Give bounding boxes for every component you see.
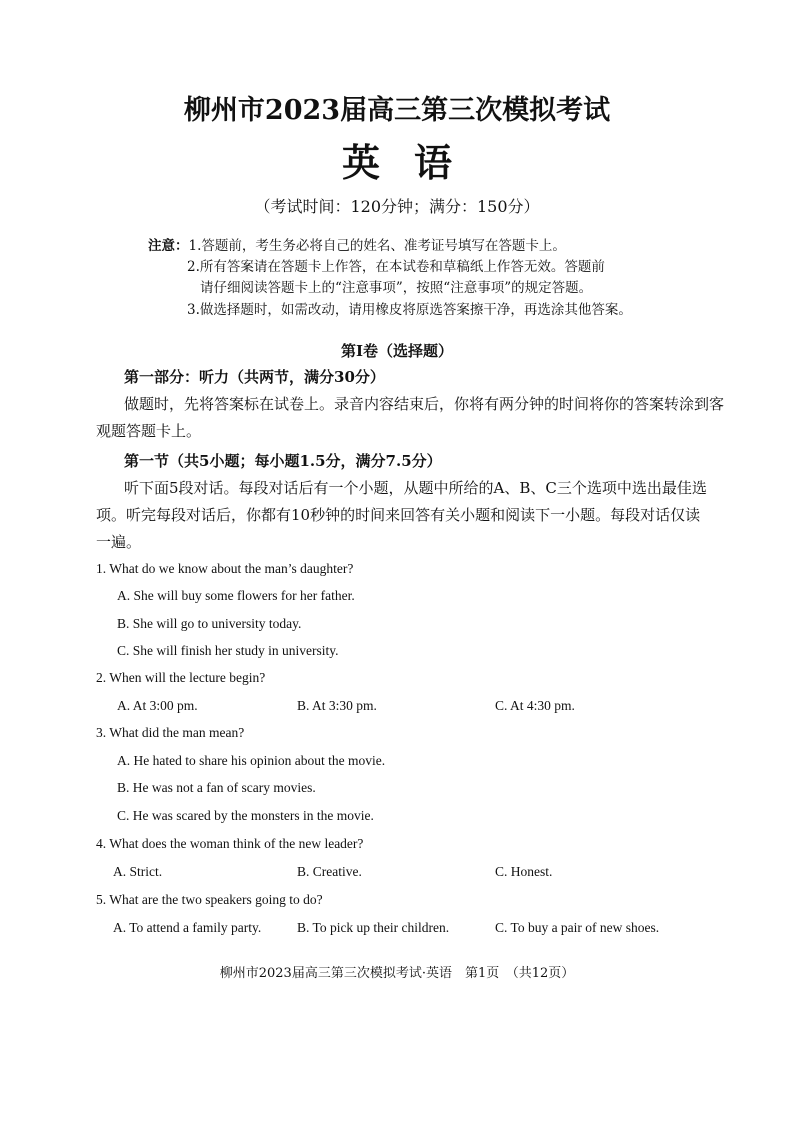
notice-label: 注意： xyxy=(148,238,189,254)
question-4-option-c: C. Honest. xyxy=(495,864,553,879)
part1-title: 第一部分：听力（共两节，满分30分） xyxy=(124,368,385,386)
question-5-stem: 5. What are the two speakers going to do? xyxy=(96,892,323,907)
notice-line-1 xyxy=(148,234,566,254)
question-3-stem: 3. What did the man mean? xyxy=(96,725,245,740)
part1-instruction-line-2: 观题答题卡上。 xyxy=(96,422,202,440)
question-3-option-c: C. He was scared by the monsters in the movie. xyxy=(117,808,374,823)
question-2-option-a: A. At 3:00 pm. xyxy=(117,698,198,713)
notice-item-2a: 2.所有答案请在答题卡上作答，在本试卷和草稿纸上作答无效。答题前 xyxy=(187,259,605,275)
question-2-stem: 2. When will the lecture begin? xyxy=(96,670,266,685)
section1-instruction-line-3: 一遍。 xyxy=(96,533,142,551)
question-1-option-a: A. She will buy some flowers for her father. xyxy=(117,588,355,603)
question-1-option-b: B. She will go to university today. xyxy=(117,616,302,631)
question-1-option-c: C. She will finish her study in university. xyxy=(117,643,339,658)
question-5-option-c: C. To buy a pair of new shoes. xyxy=(495,920,660,935)
question-5-option-a: A. To attend a family party. xyxy=(113,920,262,935)
question-4-option-b: B. Creative. xyxy=(297,864,362,879)
section1-instruction-line-2: 项。听完每段对话后，你都有10秒钟的时间来回答有关小题和阅读下一小题。每段对话仅读 xyxy=(96,506,701,524)
section1-instruction-line-1: 听下面5段对话。每段对话后有一个小题，从题中所给的A、B、C三个选项中选出最佳选 xyxy=(124,479,707,497)
notice-item-2b: 请仔细阅读答题卡上的“注意事项”，按照“注意事项”的规定答题。 xyxy=(200,280,593,296)
question-4-stem: 4. What does the woman think of the new leader? xyxy=(96,836,364,851)
notice-item-1: 1.答题前，考生务必将自己的姓名、准考证号填写在答题卡上。 xyxy=(188,238,566,254)
question-2-option-b: B. At 3:30 pm. xyxy=(297,698,377,713)
page-footer: 柳州市2023届高三第三次模拟考试·英语 第1页 （共12页） xyxy=(219,966,575,981)
part1-instruction-line-1: 做题时，先将答案标在试卷上。录音内容结束后，你将有两分钟的时间将你的答案转涂到客 xyxy=(124,395,725,413)
notice-item-3: 3.做选择题时，如需改动，请用橡皮将原选答案擦干净，再选涂其他答案。 xyxy=(187,302,632,318)
question-4-option-a: A. Strict. xyxy=(113,864,163,879)
question-5-option-b: B. To pick up their children. xyxy=(297,920,450,935)
section1-title: 第一节（共5小题；每小题1.5分，满分7.5分） xyxy=(124,452,442,470)
exam-title: 柳州市2023届高三第三次模拟考试 xyxy=(183,95,611,126)
question-3-option-b: B. He was not a fan of scary movies. xyxy=(117,780,316,795)
exam-time-info: （考试时间：120分钟；满分：150分） xyxy=(254,197,540,216)
question-1-stem: 1. What do we know about the man’s daughter? xyxy=(96,561,354,576)
question-2-option-c: C. At 4:30 pm. xyxy=(495,698,575,713)
volume-title: 第Ⅰ卷（选择题） xyxy=(340,342,454,360)
subject-title: 英语 xyxy=(341,140,486,185)
question-3-option-a: A. He hated to share his opinion about the movie. xyxy=(117,753,386,768)
